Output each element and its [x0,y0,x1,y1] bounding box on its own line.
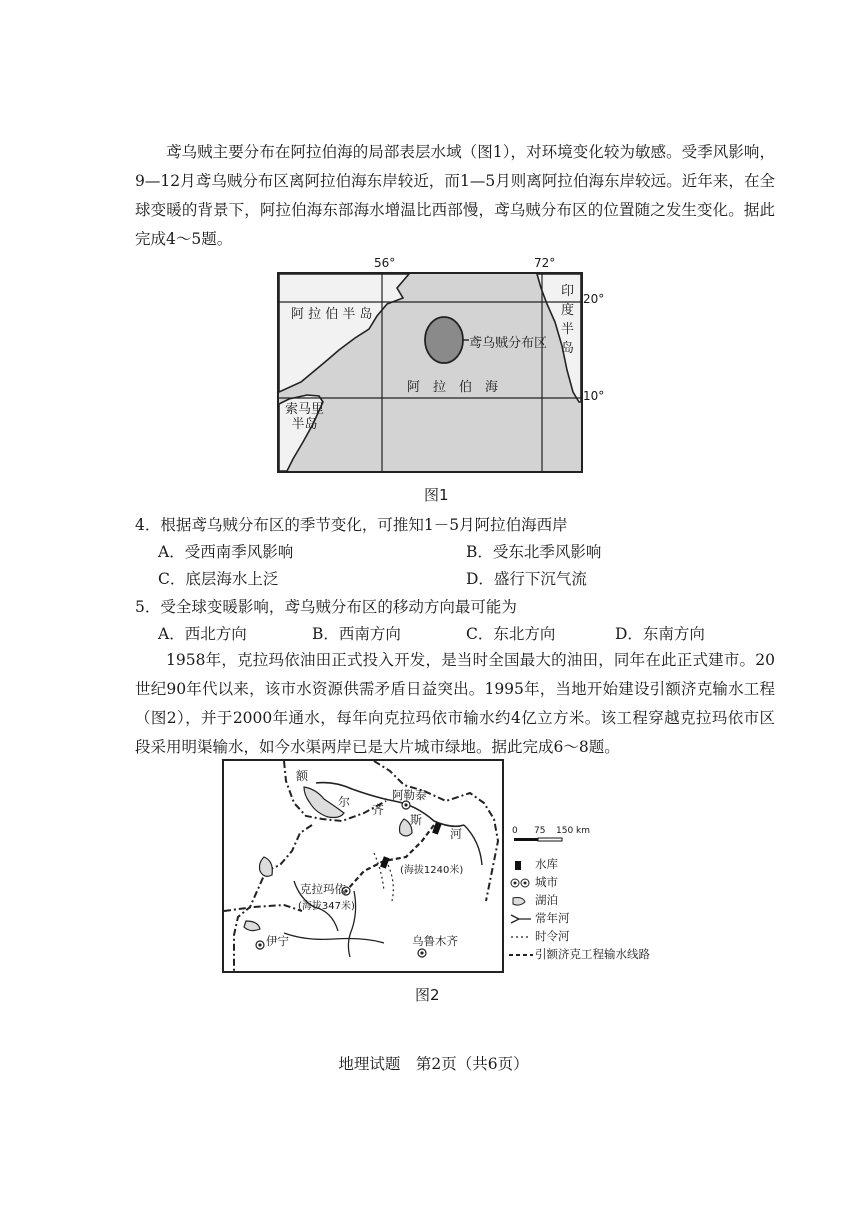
city-icon [509,876,535,890]
figure-1-map [277,272,583,473]
page-footer: 地理试题 第2页（共6页） [338,1055,529,1073]
squid-distribution-area [425,317,463,363]
river-char-1: 额 [296,769,309,783]
somali-peninsula-label: 索马里 半岛 [285,402,325,432]
figure-2-legend [509,856,669,966]
karamay-altitude-label: (海拔347米) [298,901,355,912]
q4-option-c[interactable]: C．底层海水上泛 [158,570,279,588]
scale-150: 150 km [556,826,591,836]
longitude-56-label: 56° [374,256,396,270]
river-char-4: 斯 [410,813,423,827]
reservoir-icon [509,858,535,872]
lake-icon [509,894,535,908]
figure-2-map [222,759,504,973]
q4-option-a[interactable]: A．受西南季风影响 [158,543,294,561]
perennial-river-icon [509,912,535,926]
seasonal-river-icon [509,930,535,944]
legend-perennial-river: 常年河 [535,911,570,925]
arabian-sea-label: 阿 拉 伯 海 [407,380,499,395]
legend-water-transfer-line: 引额济克工程输水线路 [535,947,650,961]
river-char-5: 河 [450,827,463,841]
question-5-stem: 5．受全球变暖影响，鸢乌贼分布区的移动方向最可能为 [135,598,517,616]
city-karamay-label: 克拉玛依 [300,882,346,896]
q5-option-d[interactable]: D．东南方向 [615,625,705,643]
longitude-72-label: 72° [534,256,556,270]
city-urumqi-label: 乌鲁木齐 [412,934,458,948]
passage-1: 鸢乌贼主要分布在阿拉伯海的局部表层水域（图1），对环境变化较为敏感。受季风影响，9—12月鸢乌贼分布区离阿拉伯海东岸较近，而1—5月则离阿拉伯海东岸较远。近年来，在全球变暖的背景下，阿拉伯海东部海水增温比西部慢，鸢乌贼分布区的位置随之发生变化。据此完成4～5题。 [135,143,775,248]
q5-option-c[interactable]: C．东北方向 [466,625,556,643]
legend-reservoir: 水库 [535,857,558,871]
figure-1-caption: 图1 [424,486,449,504]
figure-2-caption: 图2 [415,986,440,1004]
q5-option-b[interactable]: B．西南方向 [312,625,401,643]
latitude-20-label: 20° [583,292,605,306]
water-transfer-line-icon [509,948,535,962]
river-char-3: 齐 [372,803,385,817]
legend-lake: 湖泊 [535,893,558,907]
scale-0: 0 [512,826,518,836]
arabian-peninsula-label: 阿 拉 伯 半 岛 [291,307,373,322]
passage-2: 1958年，克拉玛依油田正式投入开发，是当时全国最大的油田，同年在此正式建市。20世纪90年代以来，该市水资源供需矛盾日益突出。1995年，当地开始建设引额济克输水工程（图2），并于2000年通水，每年向克拉玛依市输水约4亿立方米。该工程穿越克拉玛依市区段采用明渠输水，如今水渠两岸已是大片城市绿地。据此完成6～8题。 [135,651,775,756]
squid-area-label: 鸢乌贼分布区 [469,336,548,351]
question-4-stem: 4．根据鸢乌贼分布区的季节变化，可推知1－5月阿拉伯海西岸 [135,516,568,534]
reservoir-altitude-label: (海拔1240米) [400,865,464,876]
india-peninsula-label: 印 度 半 岛 [561,284,575,356]
scale-75: 75 [534,826,546,836]
q4-option-d[interactable]: D．盛行下沉气流 [466,570,587,588]
q4-option-b[interactable]: B．受东北季风影响 [466,543,602,561]
city-altay-label: 阿勒泰 [392,788,427,802]
q5-option-a[interactable]: A．西北方向 [158,625,247,643]
city-yining-label: 伊宁 [266,934,289,948]
legend-seasonal-river: 时令河 [535,929,570,943]
latitude-10-label: 10° [583,389,605,403]
river-char-2: 尔 [338,795,351,809]
legend-city: 城市 [535,875,558,889]
